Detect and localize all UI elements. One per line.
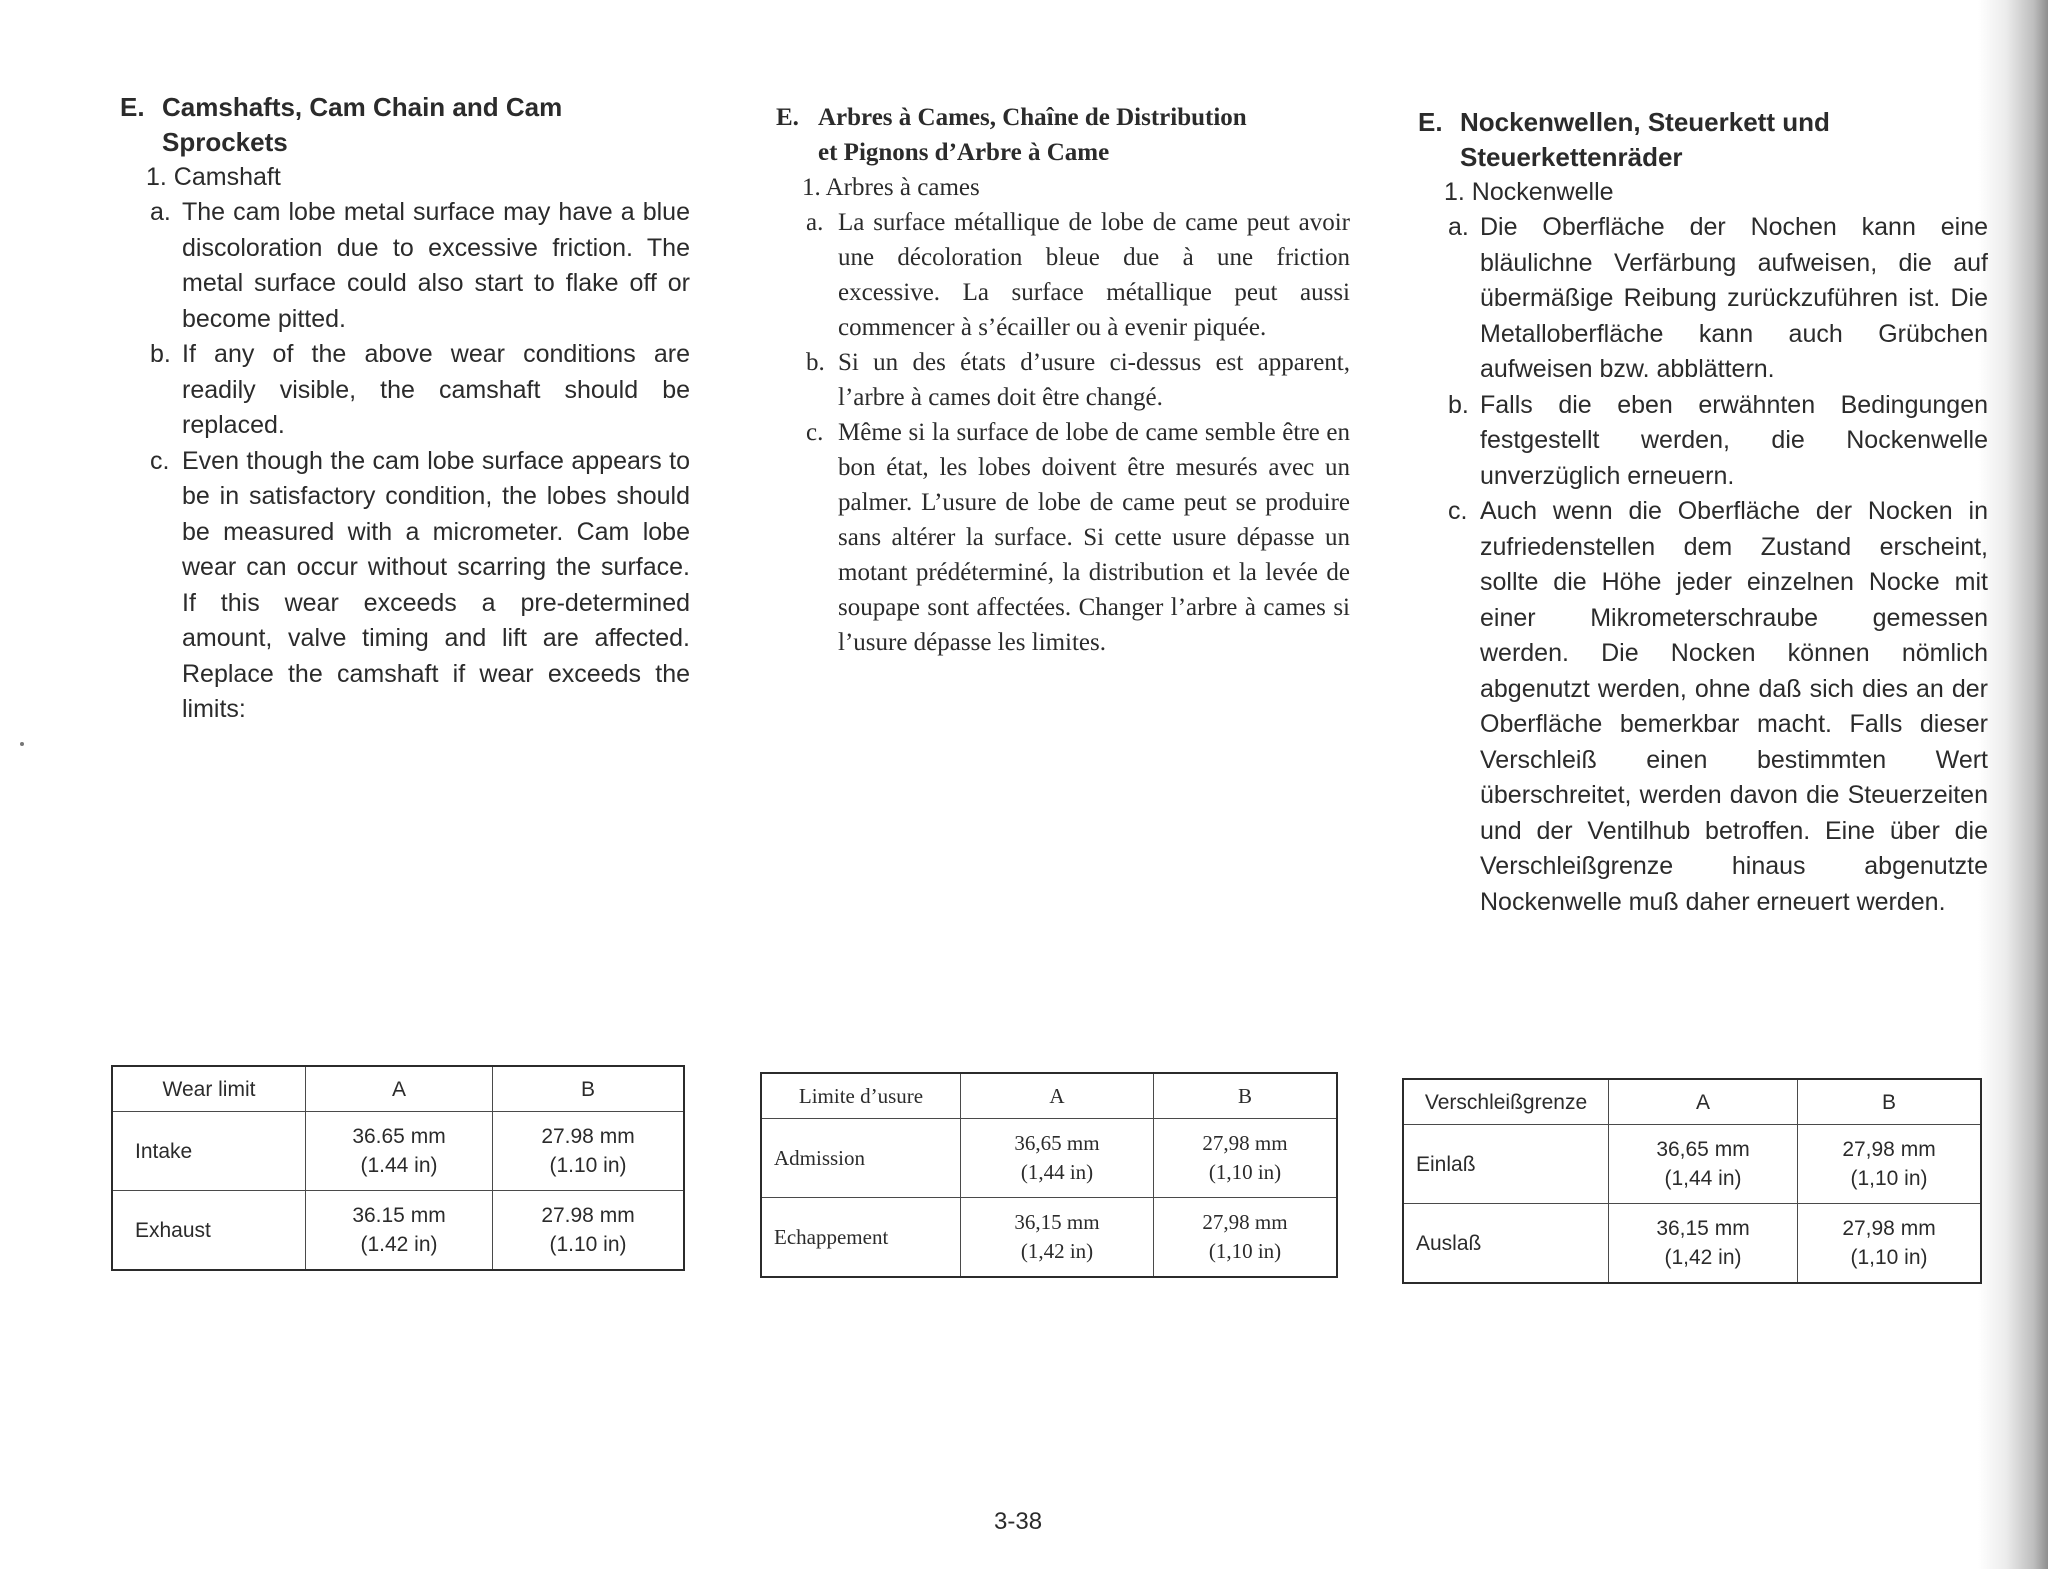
table-header-row: [761, 1073, 1337, 1119]
item-text: Die Oberfläche der Nochen kann eine bläulichne Verfärbung aufweisen, die auf übermäßige Reibung zurückzuführen ist. Die Metalloberfläche kann auch Grübchen aufweisen bzw. abblättern.: [1480, 213, 1988, 383]
metric-value: 27,98 mm: [1842, 1138, 1936, 1161]
metric-value: 27,98 mm: [1202, 1131, 1288, 1155]
metric-value: 36.65 mm: [352, 1125, 446, 1148]
margin-dot: [20, 742, 24, 746]
wear-limit-table-english: [111, 1065, 685, 1271]
header-cell: B: [1154, 1073, 1338, 1119]
table-header-row: [1403, 1079, 1981, 1125]
page-number: 3-38: [994, 1508, 1043, 1535]
column-english: [120, 90, 690, 728]
item-marker: a.: [150, 198, 171, 226]
imperial-value: (1.44 in): [360, 1154, 438, 1177]
item-marker: b.: [150, 340, 171, 368]
wear-limit-table-german: [1402, 1078, 1982, 1284]
row-label: Echappement: [761, 1198, 961, 1278]
list-item: [1418, 388, 1988, 495]
item-marker: b.: [806, 349, 825, 376]
item-marker: a.: [1448, 213, 1469, 241]
table-cell: [961, 1198, 1154, 1278]
table-cell: [1798, 1204, 1982, 1284]
imperial-value: (1,10 in): [1208, 1239, 1282, 1263]
header-cell: B: [1798, 1079, 1982, 1125]
table-cell: [1609, 1204, 1798, 1284]
metric-value: 27,98 mm: [1842, 1217, 1936, 1240]
metric-value: 27,98 mm: [1202, 1210, 1288, 1234]
column-french: [776, 100, 1350, 660]
metric-value: 36,65 mm: [1014, 1131, 1100, 1155]
imperial-value: (1,44 in): [1020, 1160, 1094, 1184]
heading-line-1: Camshafts, Cam Chain and Cam: [162, 92, 563, 122]
list-item: [120, 444, 690, 728]
item-marker: a.: [806, 209, 824, 236]
table-cell: [493, 1112, 685, 1191]
imperial-value: (1,42 in): [1664, 1246, 1742, 1269]
header-cell: Limite d’usure: [761, 1073, 961, 1119]
metric-value: 27.98 mm: [541, 1125, 635, 1148]
imperial-value: (1,42 in): [1020, 1239, 1094, 1263]
imperial-value: (1,10 in): [1850, 1167, 1928, 1190]
list-item: [120, 195, 690, 337]
item-text: Even though the cam lobe surface appears to be in satisfactory condition, the lobes should be measured with a micrometer. Cam lobe wear can occur without scarring the surface. If this wear exceeds a pre-determined amount, valve timing and lift are affected. Replace the camshaft if wear exceeds the limits:: [182, 446, 690, 723]
table-cell: [1798, 1125, 1982, 1204]
imperial-value: (1,44 in): [1664, 1167, 1742, 1190]
page-edge-shadow: [1978, 0, 2048, 1569]
list-item: [776, 205, 1350, 345]
list-item: [776, 345, 1350, 415]
row-label: Exhaust: [112, 1191, 306, 1271]
wear-limit-table-french: [760, 1072, 1338, 1278]
imperial-value: (1,10 in): [1208, 1160, 1282, 1184]
metric-value: 36.15 mm: [352, 1204, 446, 1227]
list-item: [1418, 210, 1988, 388]
row-label: Admission: [761, 1119, 961, 1198]
list-item: [120, 337, 690, 444]
subheading: 1. Camshaft: [146, 163, 281, 191]
table-cell: [493, 1191, 685, 1271]
table-cell: [961, 1119, 1154, 1198]
table-cell: [1154, 1119, 1338, 1198]
item-text: Auch wenn die Oberfläche der Nocken in zufriedenstellen dem Zustand erscheint, sollte die Höhe jeder einzelnen Nocke mit einer Mikrometerschraube gemessen werden. Die Nocken können nömlich abgenutzt werden, ohne daß sich dies an der Oberfläche bemerkbar macht. Falls dieser Verschleiß einen bestimmten Wert überschreitet, werden davon die Steuerzeiten und der Ventilhub betroffen. Eine über die Verschleißgrenze hinaus abgenutzte Nockenwelle muß daher erneuert werden.: [1480, 497, 1988, 916]
header-cell: B: [493, 1066, 685, 1112]
row-label: Intake: [112, 1112, 306, 1191]
table-cell: [306, 1191, 493, 1271]
table-row: [112, 1112, 684, 1191]
section-heading: [1418, 105, 1988, 175]
item-text: Même si la surface de lobe de came semble être en bon état, les lobes doivent être mesurés avec un palmer. L’usure de lobe de came peut se produire sans altérer la surface. Si cette usure dépasse un motant prédéterminé, la distribution et la levée de soupape sont affectées. Changer l’arbre à cames si l’usure dépasse les limites.: [838, 419, 1350, 656]
heading-line-2: et Pignons d’Arbre à Came: [818, 139, 1110, 166]
item-text: Si un des états d’usure ci-dessus est apparent, l’arbre à cames doit être changé.: [838, 349, 1350, 411]
section-heading: [776, 100, 1350, 170]
metric-value: 36,15 mm: [1656, 1217, 1750, 1240]
item-text: La surface métallique de lobe de came peut avoir une décoloration bleue due à une friction excessive. La surface métallique peut aussi commencer à s’écailler ou à evenir piquée.: [838, 209, 1350, 341]
row-label: Auslaß: [1403, 1204, 1609, 1284]
heading-letter: E.: [1418, 107, 1443, 137]
heading-line-2: Steuerkettenräder: [1460, 142, 1683, 172]
table-cell: [1609, 1125, 1798, 1204]
header-cell: Verschleißgrenze: [1403, 1079, 1609, 1125]
subheading: 1. Arbres à cames: [802, 174, 980, 201]
item-text: The cam lobe metal surface may have a blue discoloration due to excessive friction. The metal surface could also start to flake off or become pitted.: [182, 198, 690, 333]
heading-line-1: Arbres à Cames, Chaîne de Distribution: [818, 104, 1247, 131]
heading-letter: E.: [776, 104, 799, 131]
item-text: If any of the above wear conditions are readily visible, the camshaft should be replaced.: [182, 340, 690, 439]
table-header-row: [112, 1066, 684, 1112]
table-cell: [1154, 1198, 1338, 1278]
metric-value: 27.98 mm: [541, 1204, 635, 1227]
imperial-value: (1.10 in): [549, 1154, 627, 1177]
header-cell: Wear limit: [112, 1066, 306, 1112]
subheading: 1. Nockenwelle: [1444, 178, 1614, 206]
header-cell: A: [1609, 1079, 1798, 1125]
imperial-value: (1.42 in): [360, 1233, 438, 1256]
metric-value: 36,15 mm: [1014, 1210, 1100, 1234]
list-item: [1418, 494, 1988, 920]
header-cell: A: [961, 1073, 1154, 1119]
table-row: [1403, 1125, 1981, 1204]
metric-value: 36,65 mm: [1656, 1138, 1750, 1161]
row-label: Einlaß: [1403, 1125, 1609, 1204]
table-cell: [306, 1112, 493, 1191]
section-heading: [120, 90, 690, 160]
table-row: [761, 1198, 1337, 1278]
table-row: [761, 1119, 1337, 1198]
item-marker: b.: [1448, 390, 1469, 419]
heading-line-2: Sprockets: [162, 127, 288, 157]
item-marker: c.: [806, 419, 824, 446]
item-text: Falls die eben erwähnten Bedingungen festgestellt werden, die Nockenwelle unverzüglich erneuern.: [1480, 390, 1988, 490]
imperial-value: (1,10 in): [1850, 1246, 1928, 1269]
table-row: [112, 1191, 684, 1271]
column-german: [1418, 105, 1988, 920]
item-marker: c.: [1448, 497, 1468, 525]
table-row: [1403, 1204, 1981, 1284]
list-item: [776, 415, 1350, 660]
imperial-value: (1.10 in): [549, 1233, 627, 1256]
heading-letter: E.: [120, 92, 145, 122]
item-marker: c.: [150, 446, 170, 475]
heading-line-1: Nockenwellen, Steuerkett und: [1460, 107, 1830, 137]
header-cell: A: [306, 1066, 493, 1112]
